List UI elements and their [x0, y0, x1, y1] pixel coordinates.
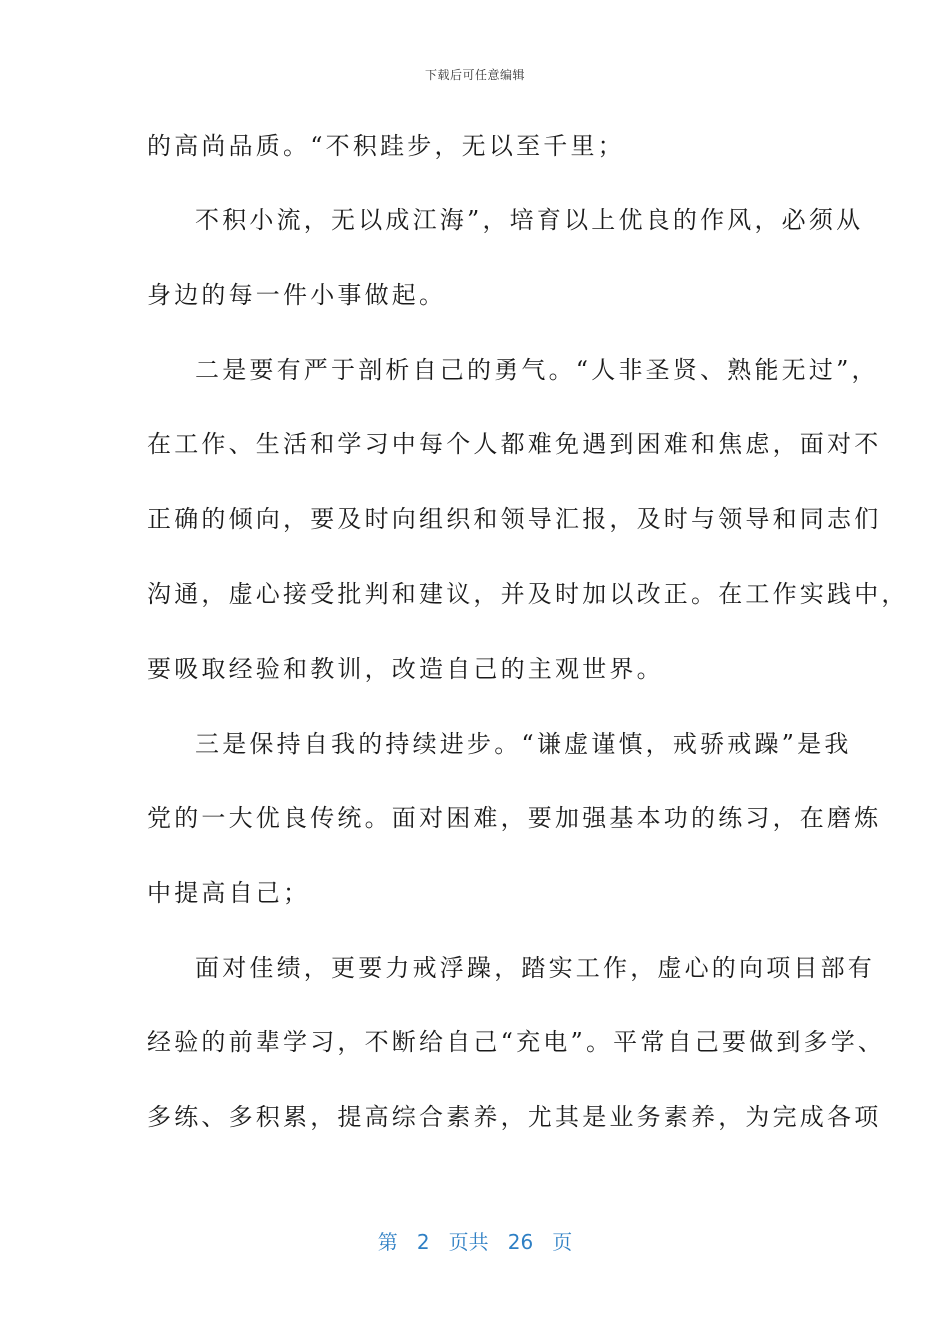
body-line-12: 面对佳绩，更要力戒浮躁，踏实工作，虚心的向项目部有	[195, 954, 875, 982]
body-line-11: 中提高自己；	[147, 879, 311, 907]
page-header: 下载后可任意编辑	[424, 68, 525, 82]
footer-current-page: 2	[416, 1230, 430, 1254]
body-line-1: 的高尚品质。“不积跬步，无以至千里；	[147, 132, 625, 160]
body-line-10: 党的一大优良传统。面对困难，要加强基本功的练习，在磨炼	[147, 804, 882, 832]
page-footer	[0, 1226, 950, 1255]
footer-suffix: 页	[552, 1230, 573, 1254]
body-line-5: 在工作、生活和学习中每个人都难免遇到困难和焦虑，面对不	[147, 430, 882, 458]
footer-middle: 页共	[448, 1230, 489, 1254]
body-line-6: 正确的倾向，要及时向组织和领导汇报，及时与领导和同志们	[147, 505, 882, 533]
body-line-13: 经验的前辈学习，不断给自己“充电”。平常自己要做到多学、	[147, 1028, 886, 1056]
body-line-8: 要吸取经验和教训，改造自己的主观世界。	[147, 655, 664, 683]
body-line-2: 不积小流，无以成江海”，培育以上优良的作风，必须从	[195, 206, 864, 234]
body-line-3: 身边的每一件小事做起。	[147, 281, 447, 309]
body-line-7: 沟通，虚心接受批判和建议，并及时加以改正。在工作实践中，	[147, 580, 909, 608]
body-line-14: 多练、多积累，提高综合素养，尤其是业务素养，为完成各项	[147, 1103, 882, 1131]
body-line-4: 二是要有严于剖析自己的勇气。“人非圣贤、熟能无过”，	[195, 356, 879, 384]
body-line-9: 三是保持自我的持续进步。“谦虚谨慎，戒骄戒躁”是我	[195, 730, 852, 758]
footer-total-pages: 26	[507, 1230, 534, 1254]
footer-prefix: 第	[377, 1230, 398, 1254]
